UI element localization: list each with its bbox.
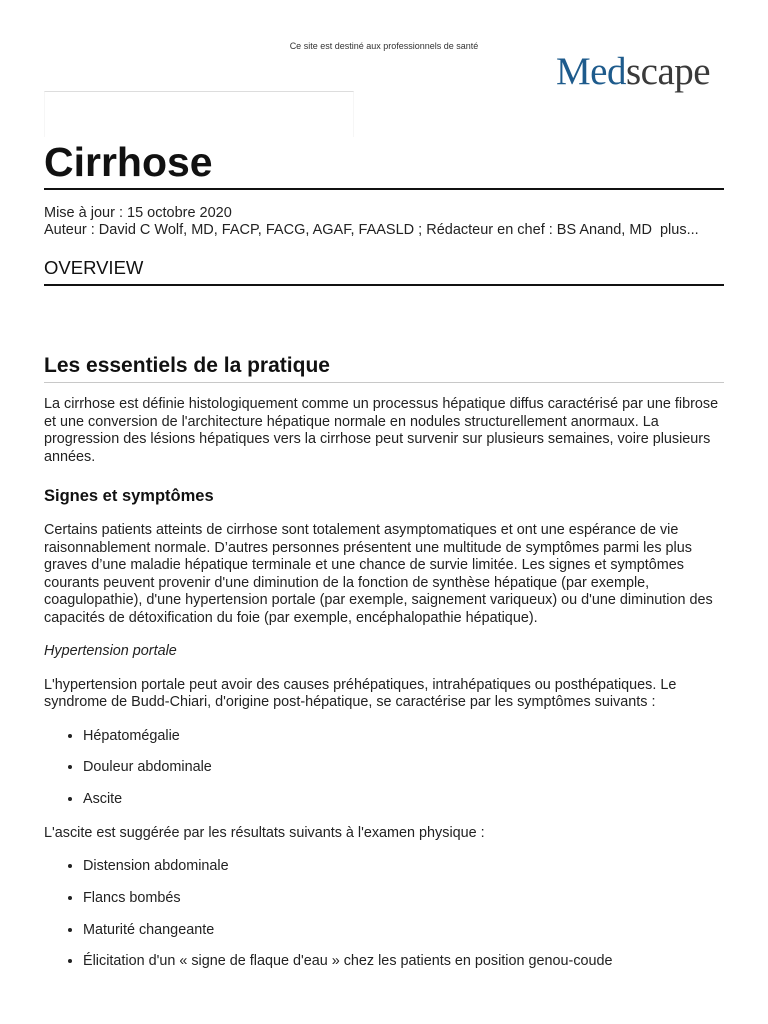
list-item: • Flancs bombés <box>83 890 726 908</box>
section-divider <box>44 382 724 383</box>
article-meta <box>44 205 699 239</box>
list-item: • Maturité changeante <box>83 922 726 940</box>
article-body <box>44 396 726 987</box>
author-line <box>44 222 699 239</box>
medscape-logo[interactable] <box>556 50 710 94</box>
authors-text: Auteur : David C Wolf, MD, FACP, FACG, AGAF, FAASLD ; Rédacteur en chef : BS Anand, MD <box>44 222 652 238</box>
budd-chiari-symptom-list <box>44 728 726 809</box>
logo-part-scape: scape <box>626 50 711 93</box>
ascites-findings-list <box>44 858 726 971</box>
section-tab-overview[interactable]: OVERVIEW <box>44 257 144 278</box>
portal-paragraph: L'hypertension portale peut avoir des causes préhépatiques, intrahépatiques ou posthépatiques. Le syndrome de Budd-Chiari, d'origine post-hépatique, se caractérise par les symptômes suivants : <box>44 676 677 710</box>
more-authors-link[interactable]: plus... <box>659 222 699 238</box>
list-item: • Élicitation d'un « signe de flaque d'eau » chez les patients en position genou-coude <box>83 953 726 971</box>
title-divider <box>44 188 724 190</box>
section-heading: Les essentiels de la pratique <box>44 354 330 377</box>
intro-paragraph: La cirrhose est définie histologiquement comme un processus hépatique diffus caractérisé par une fibrose et une conversion de l'architecture hépatique normale en nodules structurellement anormaux. La progression des lésions hépatiques vers la cirrhose peut survenir sur plusieurs semaines, voire plusieurs années. <box>44 396 719 465</box>
subheading-signs: Signes et symptômes <box>44 487 214 505</box>
update-date: Mise à jour : 15 octobre 2020 <box>44 205 232 221</box>
page-title: Cirrhose <box>44 139 213 185</box>
list-item: • Distension abdominale <box>83 858 726 876</box>
signs-paragraph: Certains patients atteints de cirrhose sont totalement asymptomatiques et ont une espérance de vie raisonnablement normale. D’autres personnes présentent une multitude de symptômes parmi les plus graves d’une maladie hépatique terminale et une chance de survie limitée. Les signes et symptômes courants peuvent provenir d'une diminution de la fonction de synthèse hépatique (par exemple, coagulopathie), d'une hypertension portale (par exemple, saignement variqueux) ou d'une diminution des capacités de détoxification du foie (par exemple, encéphalopathie hépatique). <box>44 522 713 626</box>
audience-notice: Ce site est destiné aux professionnels de santé <box>289 41 479 51</box>
list-item: • Hépatomégalie <box>83 728 726 746</box>
list-item: • Douleur abdominale <box>83 759 726 777</box>
ascites-intro: L'ascite est suggérée par les résultats suivants à l'examen physique : <box>44 824 485 841</box>
portal-hypertension-label: Hypertension portale <box>44 643 177 659</box>
ad-placeholder <box>44 91 354 137</box>
overview-divider <box>44 284 724 286</box>
logo-part-med: Med <box>556 50 626 93</box>
list-item: • Ascite <box>83 791 726 809</box>
